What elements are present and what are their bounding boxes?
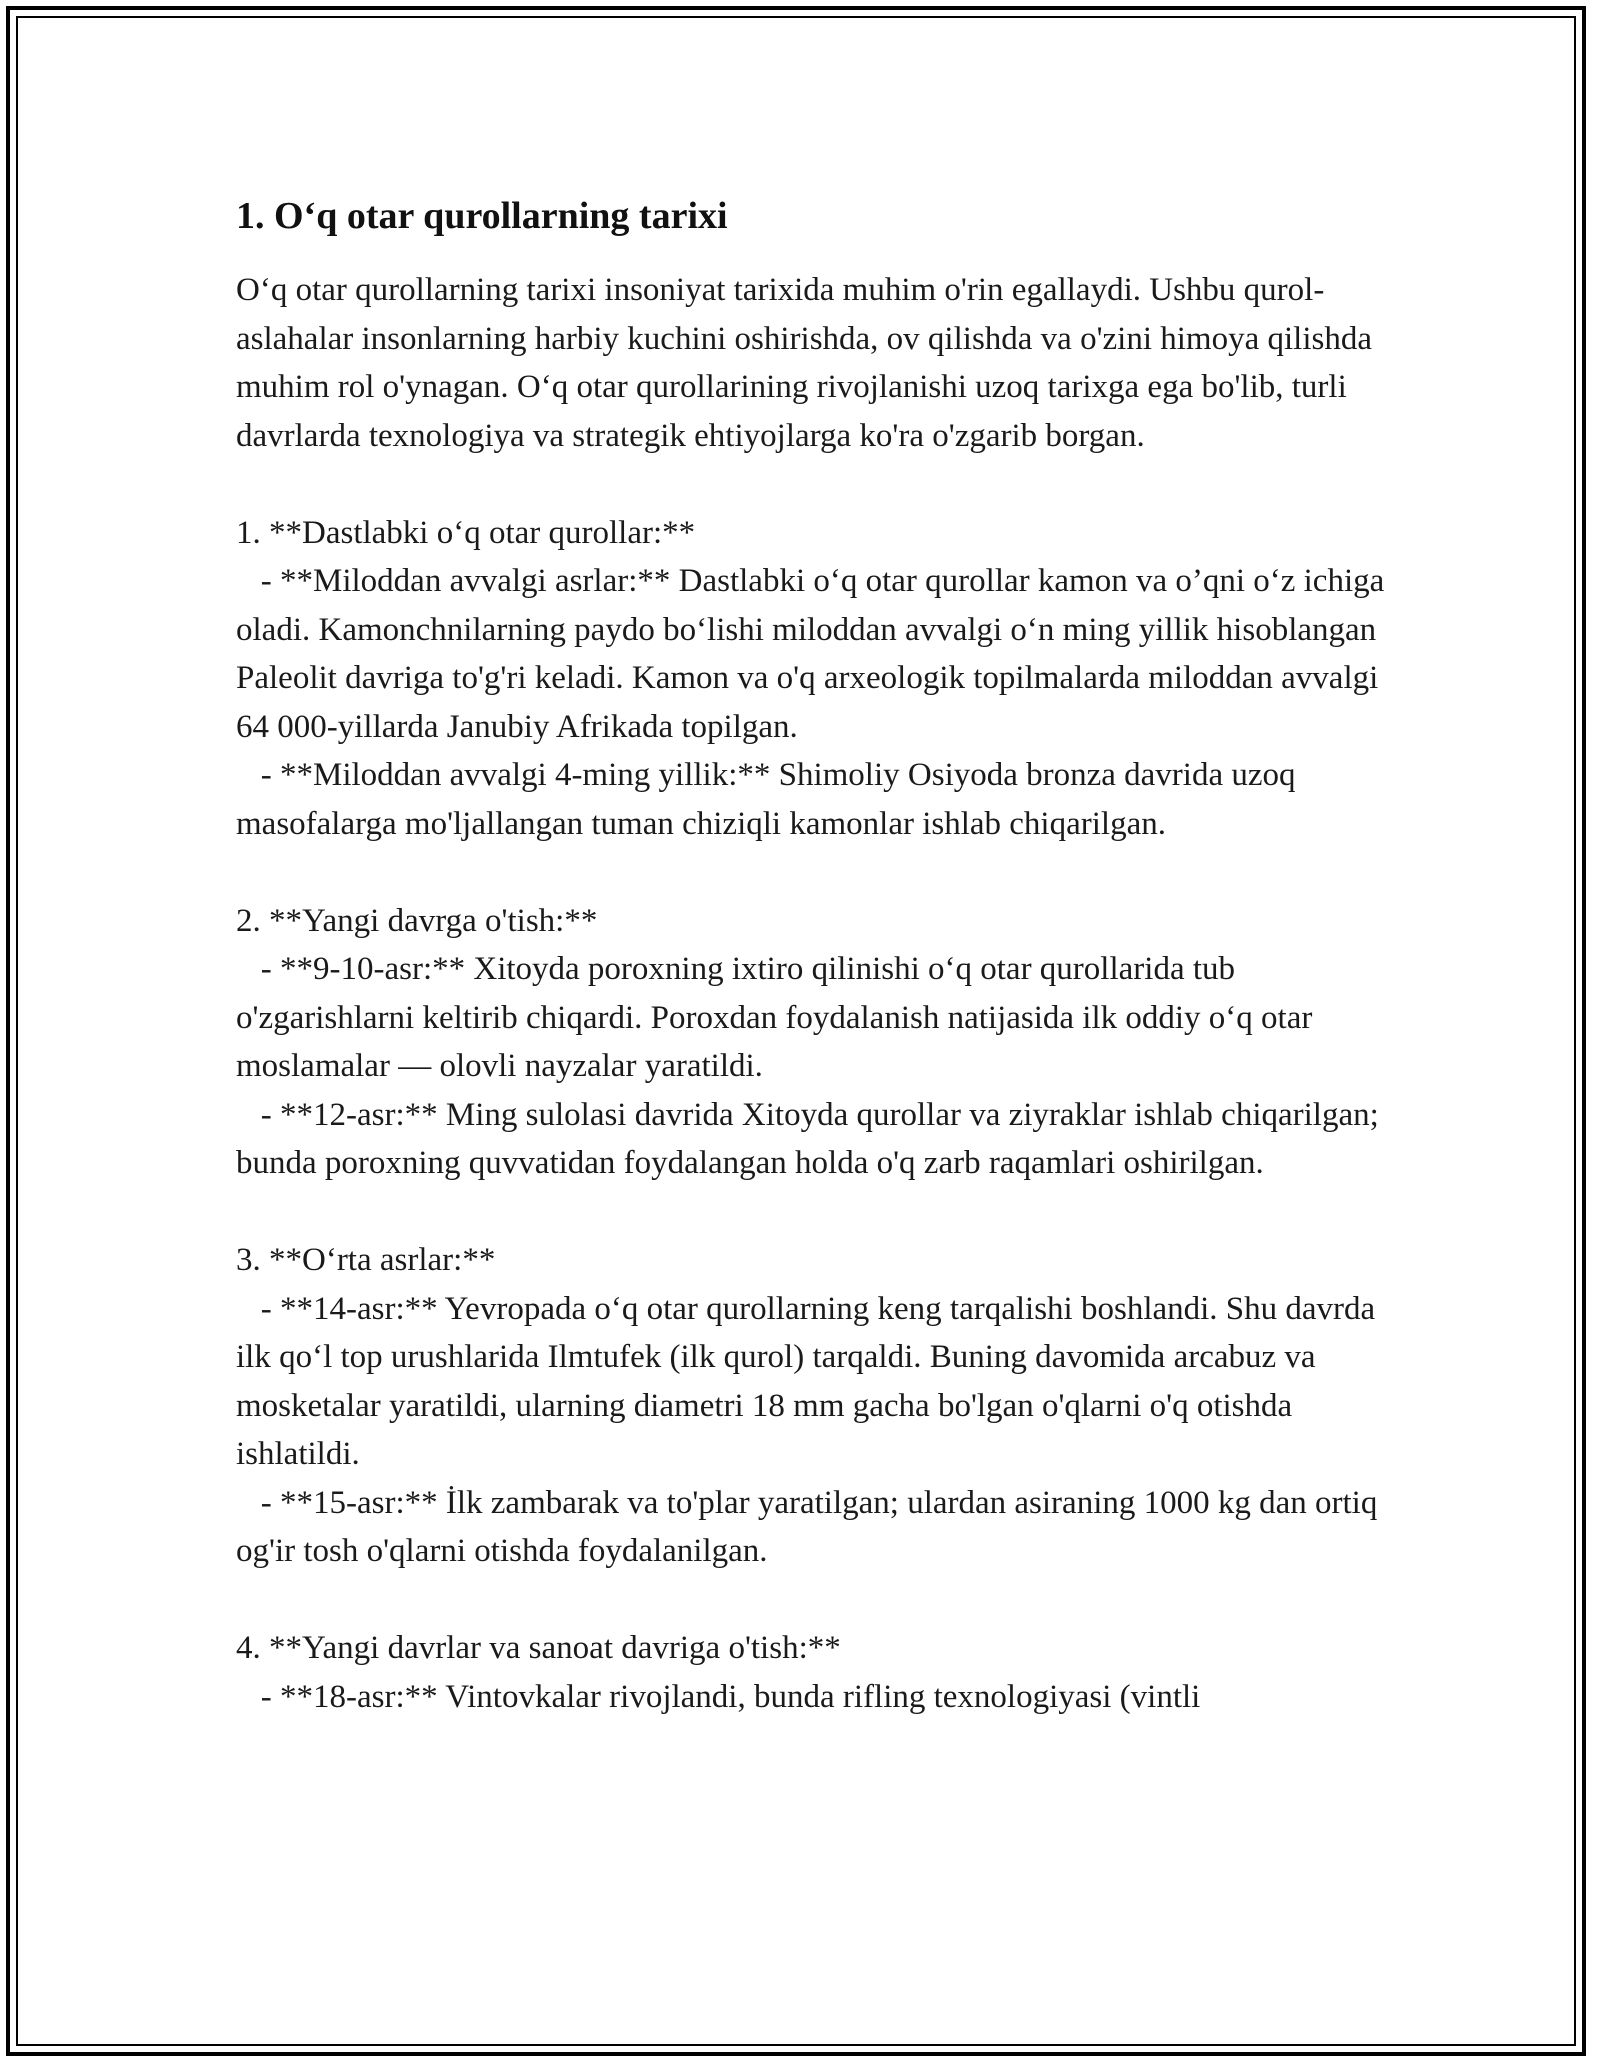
list-item: [236, 1673, 1386, 1722]
list-item: [236, 1285, 1386, 1479]
intro-paragraph: O‘q otar qurollarning tarixi insoniyat tarixida muhim o'rin egallaydi. Ushbu qurol-aslahalar insonlarning harbiy kuchini oshirishda, ov qilishda va o'zini himoya qilishda muhim rol o'ynagan. O‘q otar qurollarining rivojlanishi uzoq tarixga ega bo'lib, turli davrlarda texnologiya va strategik ehtiyojlarga ko'ra o'zgarib borgan.: [236, 272, 1372, 454]
section-title: 4. **Yangi davrlar va sanoat davriga o'tish:**: [236, 1630, 841, 1666]
section-2: [236, 897, 1386, 1188]
document-heading: 1. O‘q otar qurollarning tarixi: [236, 195, 728, 237]
section-4: [236, 1624, 1386, 1721]
list-item-text: - **14-asr:** Yevropada o‘q otar qurollarning keng tarqalishi boshlandi. Shu davrda ilk qo‘l top urushlarida Ilmtufek (ilk qurol) tarqaldi. Buning davomida arcabuz va mosketalar yaratildi, ularning diametri 18 mm gacha bo'lgan o'qlarni o'q otishda ishlatildi.: [236, 1290, 1376, 1472]
section-3: [236, 1236, 1386, 1576]
document-body: [236, 190, 1386, 1721]
list-item: [236, 945, 1386, 1091]
list-item: [236, 751, 1386, 848]
section-title: 1. **Dastlabki o‘q otar qurollar:**: [236, 514, 696, 551]
list-item-text: - **9-10-asr:** Xitoyda poroxning ixtiro qilinishi o‘q otar qurollarida tub o'zgarishlarni keltirib chiqardi. Poroxdan foydalanish natijasida ilk oddiy o‘q otar moslamalar — olovli nayzalar yaratildi.: [236, 951, 1313, 1084]
list-item-text: - **18-asr:** Vintovkalar rivojlandi, bunda rifling texnologiyasi (vintli: [260, 1678, 1201, 1715]
list-item-text: - **Miloddan avvalgi 4-ming yillik:** Shimoliy Osiyoda bronza davrida uzoq masofalarga mo'ljallangan tuman chiziqli kamonlar ishlab chiqarilgan.: [236, 757, 1296, 842]
list-item: [236, 1479, 1386, 1576]
list-item-text: - **12-asr:** Ming sulolasi davrida Xitoyda qurollar va ziyraklar ishlab chiqarilgan; bunda poroxning quvvatidan foydalangan holda o'q zarb raqamlari oshirilgan.: [236, 1096, 1379, 1181]
list-item-text: - **Miloddan avvalgi asrlar:** Dastlabki o‘q otar qurollar kamon va o’qni o‘z ichiga oladi. Kamonchnilarning paydo bo‘lishi miloddan avvalgi o‘n ming yillik hisoblangan Paleolit davriga to'g'ri keladi. Kamon va o'q arxeologik topilmalarda miloddan avvalgi 64 000-yillarda Janubiy Afrikada topilgan.: [236, 563, 1385, 745]
section-title: 2. **Yangi davrga o'tish:**: [236, 902, 598, 939]
list-item: [236, 1091, 1386, 1188]
list-item: [236, 557, 1386, 751]
section-title: 3. **O‘rta asrlar:**: [236, 1242, 496, 1278]
section-1: [236, 509, 1386, 849]
list-item-text: - **15-asr:** İlk zambarak va to'plar yaratilgan; ulardan asiraning 1000 kg dan ortiq og'ir tosh o'qlarni otishda foydalanilgan.: [236, 1484, 1378, 1569]
